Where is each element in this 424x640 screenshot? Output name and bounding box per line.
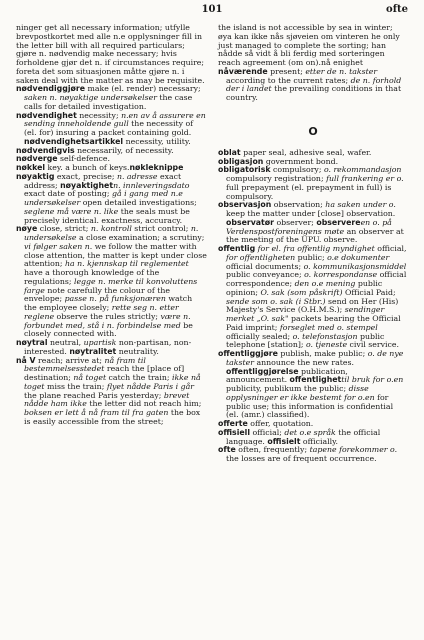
headword: offerte bbox=[218, 419, 248, 428]
english-gloss: for public use; bbox=[226, 392, 389, 411]
norwegian-example: gjøre n. nødvendig bbox=[16, 49, 91, 59]
dictionary-entry bbox=[218, 350, 408, 420]
english-gloss: paper seal, adhesive seal, wafer. bbox=[240, 147, 372, 157]
norwegian-example: han nådde så vidt å bli ferdig med sorteringen bbox=[218, 40, 387, 59]
english-gloss: the island is not accessible by sea in winter; bbox=[218, 23, 393, 32]
norwegian-example: o.e dokumenter bbox=[327, 252, 390, 262]
english-gloss: close, strict; bbox=[37, 224, 91, 234]
norwegian-example: brevet nådde ham ikke bbox=[24, 390, 190, 409]
english-gloss: the necessity of (el. for) insuring a packet containing gold. bbox=[24, 119, 194, 137]
english-gloss: observation; bbox=[271, 200, 326, 210]
headword: offentlig bbox=[218, 244, 256, 253]
english-gloss: observe the rules strictly; bbox=[54, 311, 161, 321]
section-letter: O bbox=[308, 124, 318, 138]
english-gloss: compulsory; bbox=[270, 165, 324, 175]
norwegian-example: ikke nå toget bbox=[24, 373, 201, 391]
english-gloss: this information is confidential (el. (amr.) classified). bbox=[226, 401, 394, 420]
headword: offentliggjøre bbox=[218, 349, 278, 358]
english-gloss: compulsory registration; bbox=[226, 174, 327, 183]
norwegian-example: upartisk bbox=[83, 338, 117, 347]
english-gloss: a close examination; a scrutiny; bbox=[76, 233, 205, 242]
norwegian-example: den o.e mening bbox=[294, 279, 356, 288]
norwegian-example: o. rekommandasjon bbox=[323, 165, 402, 175]
norwegian-example: n. innleveringsdato bbox=[113, 180, 190, 190]
headword: nødvendighet bbox=[16, 110, 77, 120]
dictionary-entry bbox=[16, 24, 207, 85]
english-gloss: publication, announcement. bbox=[226, 366, 348, 385]
dictionary-entry bbox=[218, 68, 408, 103]
english-gloss: the box is easily accessible from the street; bbox=[24, 408, 201, 426]
english-gloss: the case calls for detailed investigation. bbox=[24, 93, 193, 111]
english-gloss: non-partisan, non-interested. bbox=[24, 338, 192, 356]
norwegian-example: utfylle brevpostkortet med alle n.e opplysninger bbox=[16, 23, 190, 41]
english-gloss: the official language. bbox=[226, 427, 381, 446]
dictionary-entry bbox=[16, 112, 207, 147]
norwegian-example: hvis forholdene gjør det n. bbox=[16, 49, 177, 67]
norwegian-example: til bruk for o.en bbox=[341, 375, 404, 385]
english-gloss: if circumstances require; bbox=[102, 58, 205, 67]
english-gloss: a bunch of keys. bbox=[65, 163, 130, 172]
english-gloss: fill in the letter bill with all required particulars; bbox=[16, 31, 202, 50]
english-gloss: strict control; bbox=[131, 224, 191, 234]
english-gloss: official correspondence; bbox=[226, 270, 407, 288]
page-number: 101 bbox=[201, 4, 223, 15]
english-gloss: watch the employee closely; bbox=[24, 294, 193, 312]
english-gloss: exact address; bbox=[24, 171, 182, 190]
english-gloss: announce the new rates. bbox=[253, 357, 354, 367]
english-gloss: self-defence. bbox=[57, 154, 110, 164]
norwegian-example: flyet nådde Paris i går bbox=[106, 381, 194, 391]
english-gloss: deal with the matter as may be requisite. bbox=[39, 75, 205, 85]
english-gloss: the seals must be precisely identical. bbox=[24, 206, 190, 225]
guide-word: ofte bbox=[386, 4, 408, 15]
english-gloss: exact date of posting; bbox=[24, 189, 112, 199]
english-gloss: present; bbox=[267, 66, 306, 76]
english-gloss: official; bbox=[250, 427, 285, 437]
norwegian-example: etter de n. takster bbox=[305, 66, 378, 76]
left-column bbox=[16, 24, 207, 427]
norwegian-example: nå fram til bestemmelsesstedet bbox=[24, 355, 146, 374]
english-gloss: official, bbox=[374, 244, 407, 253]
norwegian-example: de n. forhold der i landet bbox=[226, 75, 402, 94]
english-gloss: necessity, utility. bbox=[123, 136, 191, 146]
headword: nåværende bbox=[218, 66, 268, 76]
headword: offisiell bbox=[218, 427, 250, 437]
norwegian-example: en o. på Verdenspostforeningens møte bbox=[226, 217, 392, 236]
english-gloss: catch the train; bbox=[106, 373, 172, 382]
english-gloss: miss the train; bbox=[44, 381, 107, 391]
english-gloss: neutrality. bbox=[116, 346, 159, 356]
norwegian-example: nå enighet bbox=[320, 58, 363, 67]
english-gloss: official documents; bbox=[226, 261, 304, 271]
norwegian-example: disse opplysninger er ikke bestemt for o.en bbox=[226, 384, 375, 402]
dictionary-entry bbox=[218, 245, 408, 350]
norwegian-example: seglene må være n. like bbox=[24, 206, 119, 216]
dictionary-entry bbox=[218, 446, 408, 464]
english-gloss: neutral, bbox=[47, 338, 84, 347]
english-gloss: public conveyance; bbox=[226, 270, 305, 280]
headword: obligasjon bbox=[218, 156, 264, 166]
norwegian-example: nå toget bbox=[73, 373, 107, 382]
headword: nødvendigvis bbox=[16, 145, 75, 155]
english-gloss: we follow the matter with close attention, the matter is kept under close attention; bbox=[24, 241, 207, 269]
headword: obligatorisk bbox=[218, 165, 271, 175]
dictionary-entry bbox=[16, 357, 207, 427]
dictionary-entry bbox=[218, 166, 408, 201]
english-gloss: civil service. bbox=[347, 340, 399, 350]
headword: oblat bbox=[218, 147, 241, 157]
english-gloss: publicity, publikum the public; bbox=[226, 384, 349, 393]
norwegian-example: o. korrespondanse bbox=[304, 270, 378, 280]
english-gloss: make necessary; bbox=[90, 49, 161, 59]
dictionary-entry bbox=[16, 225, 207, 339]
english-gloss: officially sealed; bbox=[226, 331, 293, 341]
english-gloss: observe. bbox=[323, 235, 358, 245]
norwegian-example: ha n. kjennskap til reglementet bbox=[65, 259, 189, 269]
headword: offentlighet bbox=[289, 375, 342, 385]
english-gloss: Official Paid; bbox=[342, 287, 396, 297]
english-gloss: public; bbox=[295, 252, 328, 262]
headword: nøkkel bbox=[16, 163, 46, 172]
headword: nødverge bbox=[16, 154, 58, 164]
english-gloss: full prepayment (el. prepayment in full) is compulsory. bbox=[226, 182, 392, 201]
headword: nødvendiggjøre bbox=[16, 84, 85, 94]
english-gloss: packets bearing the Official Paid imprint; bbox=[226, 314, 401, 332]
headword: offentliggjørelse bbox=[226, 366, 299, 376]
norwegian-example: tapene forekommer o. bbox=[309, 445, 398, 455]
norwegian-example: n. undersøkelse bbox=[24, 224, 199, 242]
english-gloss: exactness, accuracy. bbox=[101, 215, 183, 225]
dictionary-entry bbox=[16, 173, 207, 226]
headword: nøkleknippe bbox=[129, 163, 184, 172]
norwegian-example: n.en av å assurere en sending inneholdende gull bbox=[24, 110, 206, 129]
english-gloss: officially. bbox=[300, 436, 339, 446]
dictionary-entry bbox=[16, 339, 207, 357]
norwegian-example: forseglet med o. stempel bbox=[279, 322, 378, 332]
headword: ofte bbox=[218, 445, 236, 455]
norwegian-example: passe n. på funksjonæren bbox=[64, 294, 166, 304]
norwegian-example: n. adresse bbox=[116, 171, 158, 181]
norwegian-example: full frankering er o. bbox=[326, 174, 404, 183]
headword: nødvendighetsartikkel bbox=[24, 136, 124, 146]
english-gloss: the letter did not reach him; bbox=[86, 399, 202, 409]
english-gloss: open detailed investigations; bbox=[80, 198, 197, 207]
english-gloss: note carefully the colour of the envelope; bbox=[24, 285, 170, 304]
english-gloss: be closely connected with. bbox=[24, 320, 193, 339]
norwegian-example: O. sak (som påskrift) bbox=[260, 287, 343, 297]
norwegian-example: n. kontroll bbox=[90, 224, 132, 234]
english-gloss: public telephone [station]; bbox=[226, 331, 385, 350]
english-gloss: key. bbox=[45, 163, 66, 172]
headword: observasjon bbox=[218, 200, 272, 210]
dictionary-entry bbox=[16, 85, 207, 111]
right-column bbox=[218, 24, 408, 464]
norwegian-example: o. telefonstasjon bbox=[292, 331, 358, 341]
norwegian-example: for offentligheten bbox=[226, 252, 296, 262]
english-gloss: the prevailing conditions in that country. bbox=[226, 84, 402, 102]
norwegian-example: saken n. nøyaktige undersøkelser bbox=[24, 93, 157, 102]
norwegian-example: være n. forbundet med, stå i n. forbindelse med bbox=[24, 311, 191, 330]
english-gloss: make (el. render) necessary; bbox=[85, 84, 201, 94]
english-gloss: reach agreement (om on). bbox=[218, 58, 321, 67]
headword: nøye bbox=[16, 224, 38, 234]
norwegian-example: for el. fra offentlig myndighet bbox=[257, 244, 375, 253]
norwegian-example: foreta det som situasjonen måtte gjøre n. i saken bbox=[16, 66, 185, 85]
norwegian-example: legge n. merke til konvoluttens farge bbox=[24, 276, 198, 295]
norwegian-example: o. de nye takster bbox=[226, 349, 404, 367]
dictionary-entry bbox=[218, 201, 408, 245]
english-gloss: an observer at the meeting of the UPU. bbox=[226, 226, 404, 245]
norwegian-example: gå i gang med n.e undersøkelser bbox=[24, 189, 183, 207]
headword: nøytralitet bbox=[69, 346, 117, 356]
english-gloss: offer, quotation. bbox=[247, 419, 314, 428]
norwegian-example: o. kommunikasjonsmiddel bbox=[303, 261, 407, 271]
headword: nøyaktig bbox=[16, 171, 55, 181]
english-gloss: ninger get all necessary information; bbox=[16, 23, 165, 32]
norwegian-example: vi følger saken n. bbox=[24, 241, 93, 251]
english-gloss: often, frequently; bbox=[235, 445, 310, 455]
headword: offisielt bbox=[267, 436, 301, 446]
o-section-entries bbox=[218, 149, 408, 464]
english-gloss: exact, precise; bbox=[54, 171, 117, 181]
english-gloss: publish, make public; bbox=[277, 349, 368, 358]
headword: observatør bbox=[226, 217, 274, 227]
english-gloss: government bond. bbox=[263, 156, 339, 166]
norwegian-example: boksen er lett å nå fram til fra gaten bbox=[24, 408, 169, 417]
norwegian-example: o. tjeneste bbox=[306, 340, 348, 350]
norwegian-example: rette seg n. etter reglene bbox=[24, 303, 179, 321]
norwegian-example: ha saken under o. bbox=[325, 200, 396, 210]
english-gloss: send on Her (His) Majesty's Service (O.H.M.S.); bbox=[226, 296, 399, 315]
dictionary-entry bbox=[218, 24, 408, 68]
english-gloss: reach; arrive at; bbox=[35, 355, 105, 365]
page-header bbox=[0, 3, 424, 17]
continued-entries bbox=[218, 24, 408, 103]
english-gloss: the losses are of frequent occurrence. bbox=[226, 454, 377, 463]
headword: observere bbox=[316, 217, 361, 227]
norwegian-example: sendinger merket „O. sak" bbox=[226, 305, 385, 323]
english-gloss: reach the [place of] destination; bbox=[24, 364, 185, 382]
headword: nøytral bbox=[16, 338, 48, 347]
dictionary-entry bbox=[218, 429, 408, 447]
english-gloss: keep the matter under [close] observation. bbox=[226, 209, 396, 218]
headword: nå V bbox=[16, 355, 36, 365]
norwegian-example: sende som o. sak (i Stbr.) bbox=[226, 296, 326, 306]
norwegian-example: øya kan ikke nås sjøveien om vinteren bbox=[218, 31, 369, 41]
headword: nøyaktighet bbox=[60, 180, 114, 190]
english-gloss: have a thorough knowledge of the regulations; bbox=[24, 268, 160, 286]
english-gloss: necessity; bbox=[76, 110, 122, 120]
english-gloss: necessarily, of necessity. bbox=[74, 145, 174, 155]
english-gloss: according to the current rates; bbox=[226, 75, 351, 85]
english-gloss: the plane reached Paris yesterday; bbox=[24, 390, 164, 400]
norwegian-example: det o.e språk bbox=[284, 427, 336, 437]
english-gloss: public opinion; bbox=[226, 279, 383, 297]
english-gloss: observer; bbox=[273, 217, 317, 227]
english-gloss: he only just managed to complete the sorting; bbox=[218, 31, 400, 50]
